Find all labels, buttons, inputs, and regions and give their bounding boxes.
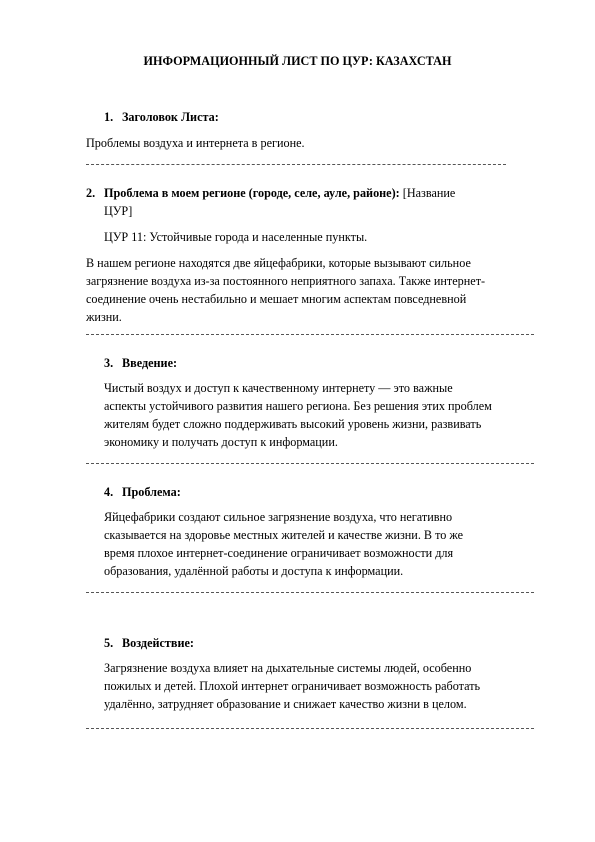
section-2-line: жизни.: [86, 310, 122, 324]
section-5-line: удалённо, затрудняет образование и снижает качество жизни в целом.: [104, 697, 467, 711]
section-4-body: [104, 508, 463, 580]
section-3-heading: [104, 354, 177, 372]
document-title: ИНФОРМАЦИОННЫЙ ЛИСТ ПО ЦУР: КАЗАХСТАН: [143, 54, 452, 68]
section-3-number: 3.: [104, 356, 114, 370]
separator-line: [86, 463, 534, 464]
section-3-body: [104, 379, 492, 451]
section-5-heading-text: Воздействие:: [122, 636, 194, 650]
separator-line: [86, 164, 506, 165]
section-2-heading-text: Проблема в моем регионе (городе, селе, ауле, районе):: [104, 186, 400, 200]
section-2-body: [86, 254, 485, 326]
section-3-line: жителям будет сложно поддерживать высокий уровень жизни, развивать: [104, 417, 482, 431]
section-2-line: загрязнение воздуха из-за постоянного неприятного запаха. Также интернет-: [86, 274, 486, 288]
section-3-line: аспекты устойчивого развития нашего региона. Без решения этих проблем: [104, 399, 492, 413]
separator-line: [86, 728, 534, 729]
section-4-line: время плохое интернет-соединение ограничивает возможности для: [104, 546, 454, 560]
section-2-line: В нашем регионе находятся две яйцефабрики, которые вызывают сильное: [86, 256, 471, 270]
section-2-number: 2.: [86, 186, 96, 200]
section-1-heading-text: Заголовок Листа:: [122, 110, 219, 124]
section-5-line: пожилых и детей. Плохой интернет ограничивает возможность работать: [104, 679, 481, 693]
section-3-line: Чистый воздух и доступ к качественному интернету — это важные: [104, 381, 453, 395]
section-3-line: экономику и получать доступ к информации.: [104, 435, 338, 449]
section-5-heading: [104, 634, 194, 652]
separator-line: [86, 334, 534, 335]
section-1-number: 1.: [104, 110, 114, 124]
section-2-heading-line2: ЦУР]: [104, 204, 133, 218]
section-5-body: [104, 659, 480, 713]
section-4-line: сказывается на здоровье местных жителей и качестве жизни. В то же: [104, 528, 464, 542]
section-3-heading-text: Введение:: [122, 356, 178, 370]
section-4-line: Яйцефабрики создают сильное загрязнение воздуха, что негативно: [104, 510, 453, 524]
section-4-line: образования, удалённой работы и доступа к информации.: [104, 564, 404, 578]
section-5-number: 5.: [104, 636, 114, 650]
section-2-sdg: ЦУР 11: Устойчивые города и населенные пункты.: [104, 230, 368, 244]
section-4-number: 4.: [104, 485, 114, 499]
section-4-heading: [104, 483, 181, 501]
section-1-line: Проблемы воздуха и интернета в регионе.: [86, 136, 305, 150]
section-2-heading-suffix: [Название: [402, 186, 456, 200]
section-2-line: соединение очень нестабильно и мешает многим аспектам повседневной: [86, 292, 467, 306]
section-4-heading-text: Проблема:: [122, 485, 181, 499]
section-1-body: [86, 134, 305, 152]
section-5-line: Загрязнение воздуха влияет на дыхательные системы людей, особенно: [104, 661, 472, 675]
separator-line: [86, 592, 534, 593]
section-2-heading: [86, 184, 456, 202]
section-1-heading: [104, 108, 219, 126]
